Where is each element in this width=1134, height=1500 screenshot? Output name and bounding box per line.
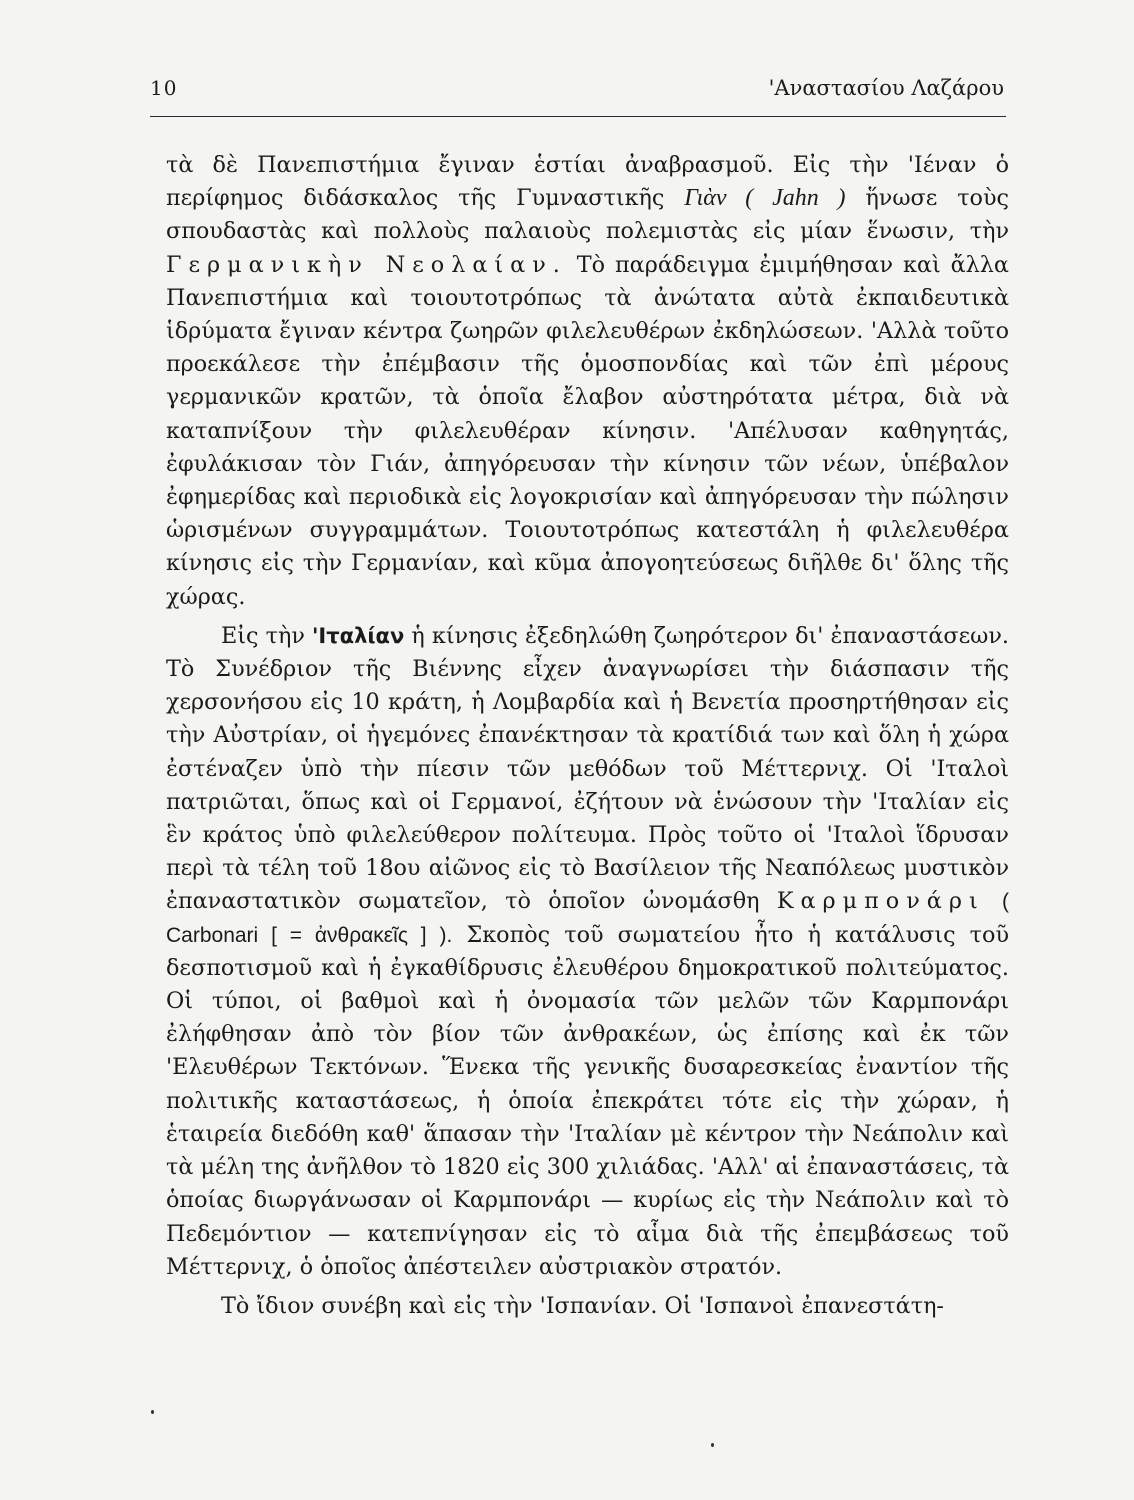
german-youth-term: Γερμανικὴν Νεολαίαν. — [166, 251, 567, 278]
carbonari-latin: ( Carbonari [ = ἀνθρακεῖς ] ). — [166, 890, 1010, 947]
body-text — [166, 149, 1009, 1323]
p2-text-c: ἡ κίνησις ἐξεδηλώθη ζωηρότερον δι' ἐπαναστάσεων. Τὸ Συνέδριον τῆς Βιέννης εἶχεν ἀναγνωρίσει τὴν διάσπασιν τῆς χερσονήσου εἰς 10 κράτη, ἡ Λομβαρδία καὶ ἡ Βενετία προσηρτήθησαν εἰς τὴν Αὐστρίαν, οἱ ἡγεμόνες ἐπανέκτησαν τὰ κρατίδιά των καὶ ὅλη ἡ χώρα ἐστέναζεν ὑπὸ τὴν πίεσιν τῶν μεθόδων τοῦ Μέττερνιχ. Οἱ 'Ιταλοὶ πατριῶται, ὅπως καὶ οἱ Γερμανοί, ἐζήτουν νὰ ἑνώσουν τὴν 'Ιταλίαν εἰς ἓν κράτος ὑπὸ φιλελεύθερον πολίτευμα. Πρὸς τοῦτο οἱ 'Ιταλοὶ ἵδρυσαν περὶ τὰ τέλη τοῦ 18ου αἰῶνος εἰς τὸ Βασίλειον τῆς Νεαπόλεως μυστικὸν ἐπαναστατικὸν σωματεῖον, τὸ ὁποῖον ὠνομάσθη — [166, 622, 1009, 915]
p1-text-e: Τὸ παράδειγμα ἐμιμήθησαν καὶ ἄλλα Πανεπιστήμια καὶ τοιουτοτρόπως τὰ ἀνώτατα αὐτὰ ἐκπαιδευτικὰ ἱδρύματα ἔγιναν κέντρα ζωηρῶν φιλελευθέρων ἐκδηλώσεων. 'Αλλὰ τοῦτο προεκάλεσε τὴν ἐπέμβασιν τῆς ὁμοσπονδίας καὶ τῶν ἐπὶ μέρους γερμανικῶν κρατῶν, τὰ ὁποῖα ἔλαβον αὐστηρότατα μέτρα, διὰ νὰ καταπνίξουν τὴν φιλελευθέραν κίνησιν. 'Απέλυσαν καθηγητάς, ἐφυλάκισαν τὸν Γιάν, ἀπηγόρευσαν τὴν κίνησιν τῶν νέων, ὑπέβαλον ἐφημερίδας καὶ περιοδικὰ εἰς λογοκρισίαν καὶ ἀπηγόρευσαν τὴν πώλησιν ὡρισμένων συγγραμμάτων. Τοιουτοτρόπως κατεστάλη ἡ φιλελευθέρα κίνησις εἰς τὴν Γερμανίαν, καὶ κῦμα ἀπογοητεύσεως διῆλθε δι' ὅλης τῆς χώρας. — [166, 251, 1009, 610]
paragraph-germany — [166, 149, 1009, 614]
page-number: 10 — [150, 76, 178, 100]
p1-text-c: ἥνωσε τοὺς σπουδαστὰς καὶ πολλοὺς παλαιοὺς πολεμιστὰς εἰς μίαν ἕνωσιν, τὴν — [166, 185, 1009, 245]
paragraph-italy — [166, 620, 1009, 1284]
p2-text-f: Σκοπὸς τοῦ σωματείου ἦτο ἡ κατάλυσις τοῦ δεσποτισμοῦ καὶ ἡ ἐγκαθίδρυσις ἐλευθέρου δημοκρατικοῦ πολιτεύματος. Οἱ τύποι, οἱ βαθμοὶ καὶ ἡ ὀνομασία τῶν μελῶν τῶν Καρμπονάρι ἐλήφθησαν ἀπὸ τὸν βίον τῶν ἀνθρακέων, ὡς ἐπίσης καὶ ἐκ τῶν 'Ελευθέρων Τεκτόνων. Ἕνεκα τῆς γενικῆς δυσαρεσκείας ἐναντίον τῆς πολιτικῆς καταστάσεως, ἡ ὁποία ἐπεκράτει τότε εἰς τὴν χώραν, ἡ ἑταιρεία διεδόθη καθ' ἅπασαν τὴν 'Ιταλίαν μὲ κέντρον τὴν Νεάπολιν καὶ τὰ μέλη της ἀνῆλθον τὸ 1820 εἰς 300 χιλιάδας. 'Αλλ' αἱ ἐπαναστάσεις, τὰ ὁποίας διωργάνωσαν οἱ Καρμπονάρι — κυρίως εἰς τὴν Νεάπολιν καὶ τὸ Πεδεμόντιον — κατεπνίγησαν εἰς τὸ αἷμα διὰ τῆς ἐπεμβάσεως τοῦ Μέττερνιχ, ὁ ὁποῖος ἀπέστειλεν αὐστριακὸν στρατόν. — [166, 921, 1009, 1280]
running-title: 'Αναστασίου Λαζάρου — [768, 76, 1004, 100]
header-rule — [150, 116, 1006, 117]
carbonari-term: Καρμπονάρι — [776, 888, 985, 915]
p3-text-a: Τὸ ἴδιον συνέβη καὶ εἰς τὴν 'Ισπανίαν. Οἱ 'Ισπανοὶ ἐπανεστάτη- — [221, 1292, 944, 1319]
print-speck — [711, 1443, 714, 1447]
p2-text-a: Εἰς τὴν — [221, 622, 305, 649]
italy-heading-word: 'Ιταλίαν — [312, 623, 405, 648]
p1-text-a: τὰ δὲ Πανεπιστήμια ἔγιναν ἑστίαι ἀναβρασμοῦ. Εἰς τὴν 'Ιέναν ὁ περίφημος διδάσκαλος τῆς Γυμναστικῆς — [166, 152, 1009, 212]
page-header — [150, 76, 1004, 112]
jahn-name: Γιὰν ( Jahn ) — [684, 185, 846, 212]
paragraph-spain — [166, 1290, 1009, 1323]
print-speck — [151, 1410, 154, 1414]
